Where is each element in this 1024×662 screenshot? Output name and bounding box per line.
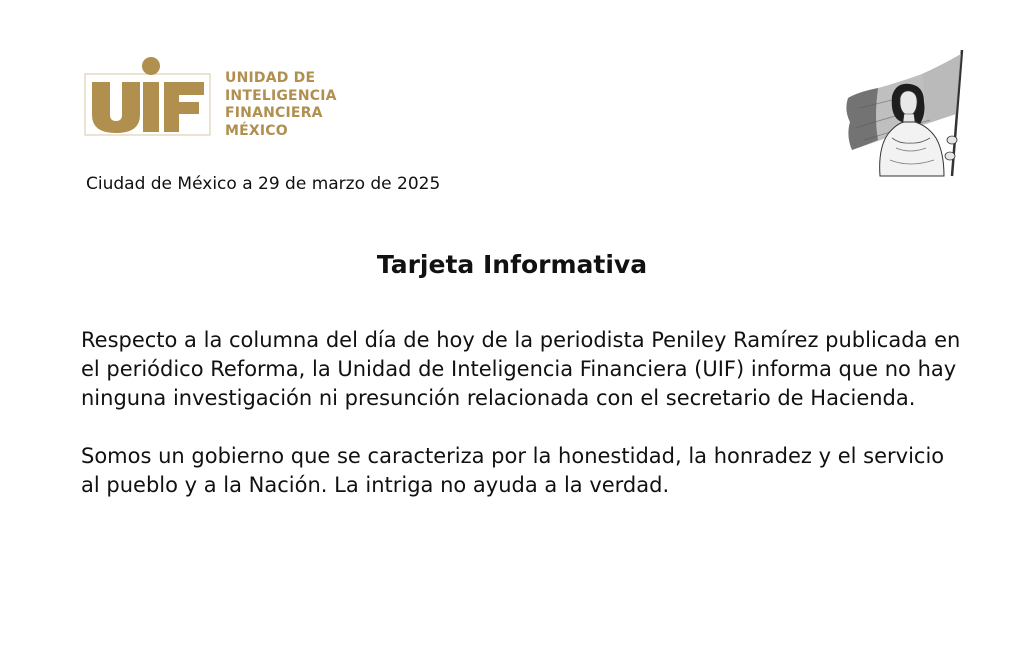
paragraph: Somos un gobierno que se caracteriza por la honestidad, la honradez y el servicio al pueblo y a la Nación. La intriga no ayuda a la verdad. — [81, 444, 945, 497]
logo-line-4: MÉXICO — [225, 122, 288, 139]
paragraph: Respecto a la columna del día de hoy de la periodista Peniley Ramírez publicada en el periódico Reforma, la Unidad de Inteligencia Financiera (UIF) informa que no hay ninguna investigación ni presunción relacionada con el secretario de Hacienda. — [81, 328, 961, 410]
woman-with-flag-illustration-icon — [840, 48, 968, 180]
uif-logo — [84, 55, 354, 137]
uif-logo-text — [225, 70, 337, 140]
document-title: Tarjeta Informativa — [376, 250, 648, 279]
logo-line-1: UNIDAD DE — [225, 70, 316, 86]
document-body — [81, 326, 961, 500]
date-line: Ciudad de México a 29 de marzo de 2025 — [86, 174, 441, 194]
logo-line-3: FINANCIERA — [225, 105, 323, 121]
logo-line-2: INTELIGENCIA — [225, 87, 337, 104]
uif-logo-mark — [84, 55, 212, 137]
